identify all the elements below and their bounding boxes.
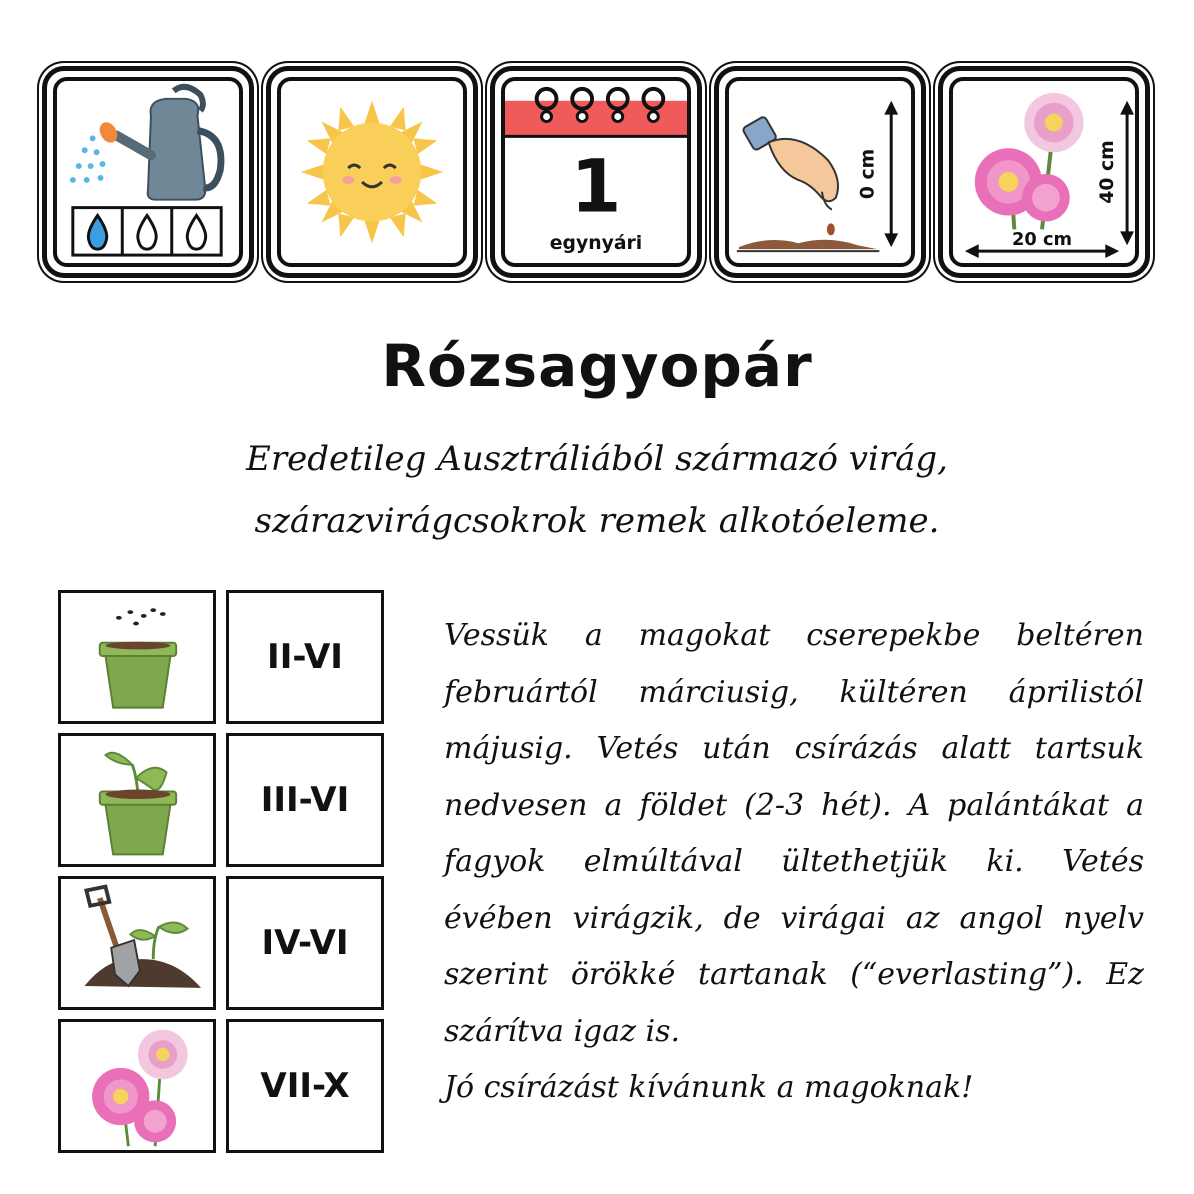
- calendar-day: 1: [570, 144, 622, 230]
- plant-height: 40 cm: [1097, 140, 1119, 204]
- period-1: II-VI: [226, 590, 384, 724]
- plant-width: 20 cm: [1011, 229, 1073, 251]
- description: Vessük a magokat cserepekbe beltéren februártól márciusig, kültéren áprilistól májusig. Vetés után csírázás alatt tartsuk nedvesen a földet (2-3 hét). A palántákat a fagyok elmúltával ültethetjük ki. Vetés évében virágzik, de virágai az angol nyelv szerint örökké tartanak (“everlasting”). Ez szárítva igaz is.: [444, 618, 1144, 1049]
- sun-tile: [266, 66, 478, 278]
- shovel-and-sprout-icon: [61, 879, 213, 1007]
- size-tile: [938, 66, 1150, 278]
- sowing-depth: 0 cm: [857, 148, 879, 200]
- flowering-cell: [58, 1019, 216, 1153]
- closing-line: Jó csírázást kívánunk a magoknak!: [444, 1070, 974, 1105]
- seeds-in-pot-icon: [61, 593, 213, 721]
- period-3: IV-VI: [226, 876, 384, 1010]
- description-block: [444, 608, 1144, 1117]
- watering-can-icon: [57, 81, 239, 263]
- sun-icon: [281, 81, 463, 263]
- page-title: Rózsagyopár: [381, 332, 813, 400]
- seeds-cell: [58, 590, 216, 724]
- seedling-cell: [58, 733, 216, 867]
- sowing-tile: [714, 66, 926, 278]
- seedling-in-pot-icon: [61, 736, 213, 864]
- calendar-tile: [490, 66, 702, 278]
- period-2: III-VI: [226, 733, 384, 867]
- period-4: VII-X: [226, 1019, 384, 1153]
- calendar-icon: [505, 81, 687, 263]
- calendar-label: egynyári: [549, 233, 643, 255]
- flower-size-icon: [953, 81, 1135, 263]
- hand-sowing-seed-icon: [729, 81, 911, 263]
- flowers-icon: [61, 1022, 213, 1150]
- watering-tile: [42, 66, 254, 278]
- planting-cell: [58, 876, 216, 1010]
- subtitle: Eredetileg Ausztráliából származó virág, szárazvirágcsokrok remek alkotóeleme.: [246, 439, 948, 541]
